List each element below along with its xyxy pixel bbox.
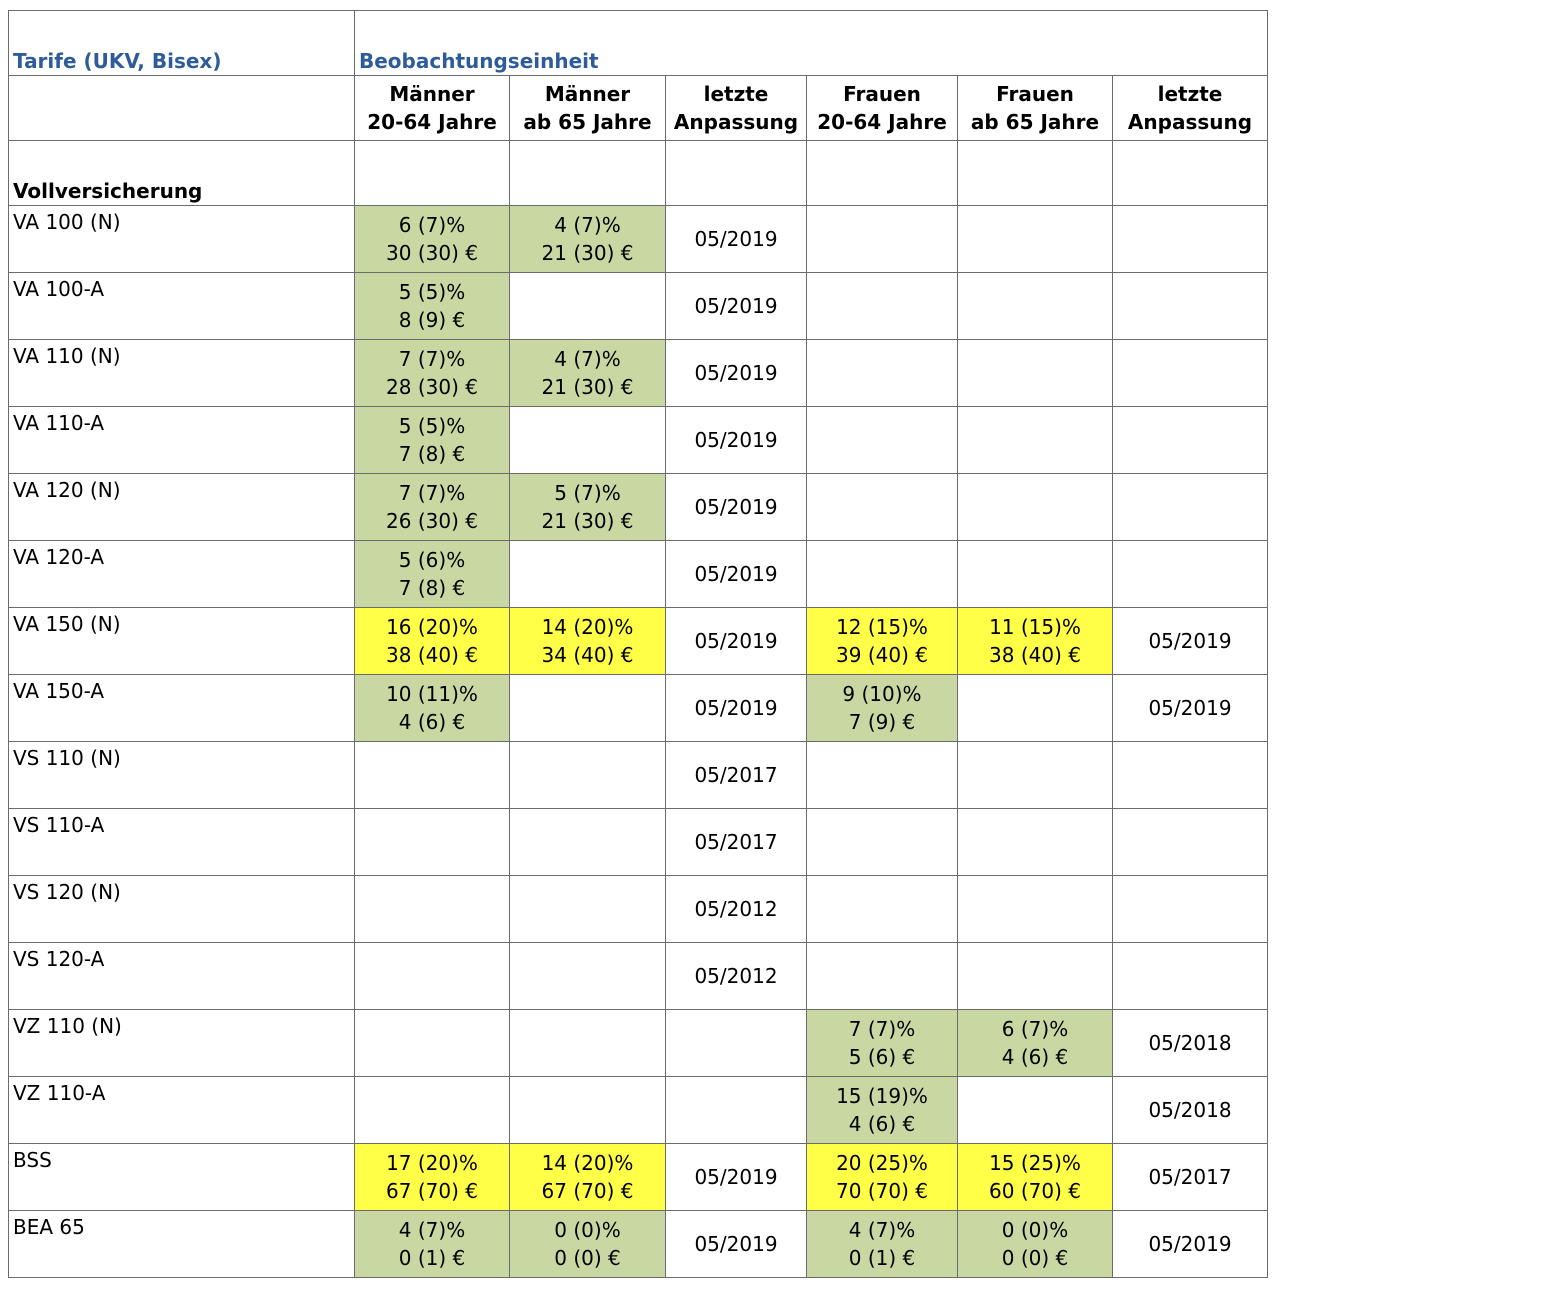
cell-value-secondary: 7 (9) € bbox=[848, 710, 916, 734]
cell-value-primary: 0 (0)% bbox=[554, 1218, 621, 1242]
table-cell bbox=[355, 1077, 510, 1144]
column-header bbox=[958, 76, 1113, 141]
table-cell bbox=[666, 1077, 807, 1144]
table-cell bbox=[510, 608, 666, 675]
table-row bbox=[9, 742, 1268, 809]
cell-value-secondary: 38 (40) € bbox=[386, 643, 478, 667]
cell-value-primary: 05/2012 bbox=[694, 897, 778, 921]
table-cell bbox=[807, 675, 958, 742]
table-cell bbox=[958, 1010, 1113, 1077]
table-cell bbox=[958, 1211, 1113, 1278]
cell-value-secondary: 7 (8) € bbox=[398, 576, 466, 600]
cell-value-primary: 12 (15)% bbox=[836, 615, 928, 639]
table-row bbox=[9, 1010, 1268, 1077]
table-cell bbox=[355, 541, 510, 608]
table-cell bbox=[1113, 340, 1268, 407]
cell-value-secondary: 38 (40) € bbox=[989, 643, 1081, 667]
table-row bbox=[9, 474, 1268, 541]
table-row bbox=[9, 1077, 1268, 1144]
tariff-name: VS 120-A bbox=[9, 943, 355, 1010]
header-row bbox=[9, 11, 1268, 76]
section-row bbox=[9, 141, 1268, 206]
table-cell bbox=[355, 407, 510, 474]
cell-value-primary: 11 (15)% bbox=[989, 615, 1081, 639]
tariff-name: VS 110-A bbox=[9, 809, 355, 876]
table-cell bbox=[510, 675, 666, 742]
table-row bbox=[9, 273, 1268, 340]
table-cell bbox=[807, 608, 958, 675]
cell-value-primary: 05/2017 bbox=[694, 830, 778, 854]
cell-value-secondary: 67 (70) € bbox=[386, 1179, 478, 1203]
table-row bbox=[9, 1211, 1268, 1278]
table-cell bbox=[1113, 809, 1268, 876]
table-cell bbox=[807, 206, 958, 273]
table-cell bbox=[807, 809, 958, 876]
cell-value-secondary: 5 (6) € bbox=[848, 1045, 916, 1069]
cell-value-primary: 4 (7)% bbox=[554, 347, 621, 371]
cell-value-primary: 14 (20)% bbox=[541, 1151, 634, 1175]
cell-value-secondary: 34 (40) € bbox=[541, 643, 634, 667]
cell-value-primary: 05/2018 bbox=[1148, 1031, 1232, 1055]
table-row bbox=[9, 943, 1268, 1010]
tariffs-title: Tarife (UKV, Bisex) bbox=[9, 11, 355, 76]
cell-value-secondary: 67 (70) € bbox=[541, 1179, 634, 1203]
cell-value-primary: 6 (7)% bbox=[1001, 1017, 1069, 1041]
cell-value-primary: 05/2012 bbox=[694, 964, 778, 988]
table-cell bbox=[666, 1144, 807, 1211]
table-cell bbox=[1113, 608, 1268, 675]
cell-value-primary: 4 (7)% bbox=[554, 213, 621, 237]
table-cell bbox=[1113, 876, 1268, 943]
cell-value-primary: 5 (5)% bbox=[398, 280, 466, 304]
table-cell bbox=[1113, 474, 1268, 541]
table-row bbox=[9, 407, 1268, 474]
table-cell bbox=[958, 675, 1113, 742]
table-cell bbox=[807, 273, 958, 340]
table-cell bbox=[958, 1077, 1113, 1144]
cell-value-primary: 05/2019 bbox=[1148, 629, 1232, 653]
tariff-name: VA 100 (N) bbox=[9, 206, 355, 273]
table-cell bbox=[510, 742, 666, 809]
table-cell bbox=[666, 273, 807, 340]
cell-value-secondary: 30 (30) € bbox=[386, 241, 478, 265]
tariff-name: VA 120-A bbox=[9, 541, 355, 608]
table-cell bbox=[807, 340, 958, 407]
table-cell bbox=[355, 742, 510, 809]
table-cell bbox=[807, 1077, 958, 1144]
column-header bbox=[1113, 76, 1268, 141]
cell-value-primary: 7 (7)% bbox=[398, 481, 466, 505]
column-header bbox=[666, 76, 807, 141]
table-cell bbox=[355, 273, 510, 340]
cell-value-primary: 05/2018 bbox=[1148, 1098, 1232, 1122]
table-cell bbox=[958, 742, 1113, 809]
tariff-name: VA 150 (N) bbox=[9, 608, 355, 675]
tariff-name: VA 120 (N) bbox=[9, 474, 355, 541]
cell-value-primary: 20 (25)% bbox=[836, 1151, 928, 1175]
column-header bbox=[807, 76, 958, 141]
table-cell bbox=[510, 541, 666, 608]
table-cell bbox=[958, 809, 1113, 876]
cell-value-secondary: 0 (0) € bbox=[554, 1246, 621, 1270]
table-cell bbox=[355, 1144, 510, 1211]
table-cell bbox=[510, 407, 666, 474]
table-cell bbox=[1113, 1211, 1268, 1278]
cell-value-primary: 17 (20)% bbox=[386, 1151, 478, 1175]
tariff-table bbox=[8, 10, 1268, 1278]
cell-value-secondary: 26 (30) € bbox=[386, 509, 478, 533]
table-cell bbox=[958, 407, 1113, 474]
column-header bbox=[510, 76, 666, 141]
cell-value-primary: 15 (25)% bbox=[989, 1151, 1081, 1175]
cell-value-primary: 05/2019 bbox=[694, 428, 778, 452]
cell-value-secondary: 39 (40) € bbox=[836, 643, 928, 667]
table-cell bbox=[666, 206, 807, 273]
cell-value-primary: 05/2017 bbox=[1148, 1165, 1232, 1189]
column-header-line2: Anpassung bbox=[1127, 110, 1253, 134]
table-cell bbox=[958, 474, 1113, 541]
cell-value-secondary: 21 (30) € bbox=[541, 509, 634, 533]
table-cell bbox=[355, 1211, 510, 1278]
table-cell bbox=[807, 541, 958, 608]
table-cell bbox=[666, 340, 807, 407]
table-cell bbox=[666, 675, 807, 742]
cell-value-primary: 9 (10)% bbox=[842, 682, 922, 706]
cell-value-secondary: 8 (9) € bbox=[398, 308, 466, 332]
table-cell bbox=[666, 876, 807, 943]
cell-value-primary: 0 (0)% bbox=[1001, 1218, 1069, 1242]
table-cell bbox=[807, 1211, 958, 1278]
table-cell bbox=[510, 876, 666, 943]
cell-value-primary: 05/2019 bbox=[1148, 696, 1232, 720]
column-header-line1: Männer bbox=[544, 82, 631, 106]
cell-value-secondary: 0 (1) € bbox=[848, 1246, 916, 1270]
table-cell bbox=[666, 1010, 807, 1077]
table-cell bbox=[807, 876, 958, 943]
table-cell bbox=[355, 675, 510, 742]
table-cell bbox=[1113, 1010, 1268, 1077]
table-cell bbox=[510, 474, 666, 541]
cell-value-primary: 05/2019 bbox=[1148, 1232, 1232, 1256]
tariff-name: VA 110-A bbox=[9, 407, 355, 474]
table-cell bbox=[510, 340, 666, 407]
table-cell bbox=[666, 943, 807, 1010]
cell-value-secondary: 21 (30) € bbox=[541, 241, 634, 265]
table-row bbox=[9, 1144, 1268, 1211]
table-cell bbox=[958, 273, 1113, 340]
table-cell bbox=[1113, 273, 1268, 340]
cell-value-secondary: 70 (70) € bbox=[836, 1179, 928, 1203]
table-cell bbox=[510, 206, 666, 273]
table-cell bbox=[1113, 742, 1268, 809]
column-header-empty bbox=[9, 76, 355, 141]
cell-value-secondary: 4 (6) € bbox=[398, 710, 466, 734]
table-cell bbox=[355, 943, 510, 1010]
table-cell bbox=[510, 1077, 666, 1144]
table-cell bbox=[958, 340, 1113, 407]
table-row bbox=[9, 541, 1268, 608]
table-cell bbox=[510, 1144, 666, 1211]
table-cell bbox=[958, 206, 1113, 273]
table-cell bbox=[1113, 675, 1268, 742]
cell-value-primary: 14 (20)% bbox=[541, 615, 634, 639]
column-header-line1: Frauen bbox=[996, 82, 1074, 106]
table-row bbox=[9, 206, 1268, 273]
cell-value-secondary: 0 (1) € bbox=[398, 1246, 466, 1270]
column-header-line1: Frauen bbox=[843, 82, 921, 106]
cell-value-primary: 05/2019 bbox=[694, 1232, 778, 1256]
column-header bbox=[355, 76, 510, 141]
column-header-line2: ab 65 Jahre bbox=[970, 110, 1100, 134]
table-cell bbox=[666, 608, 807, 675]
table-cell bbox=[807, 742, 958, 809]
cell-value-secondary: 4 (6) € bbox=[848, 1112, 916, 1136]
cell-value-primary: 6 (7)% bbox=[398, 213, 466, 237]
table-cell bbox=[1113, 1144, 1268, 1211]
tariff-name: VA 150-A bbox=[9, 675, 355, 742]
cell-value-primary: 05/2019 bbox=[694, 361, 778, 385]
tariff-name: BSS bbox=[9, 1144, 355, 1211]
table-row bbox=[9, 809, 1268, 876]
table-cell bbox=[807, 474, 958, 541]
table-cell bbox=[355, 474, 510, 541]
table-cell bbox=[958, 608, 1113, 675]
cell-value-primary: 05/2019 bbox=[694, 294, 778, 318]
table-row bbox=[9, 876, 1268, 943]
column-header-row bbox=[9, 76, 1268, 141]
table-cell bbox=[1113, 943, 1268, 1010]
cell-value-primary: 7 (7)% bbox=[398, 347, 466, 371]
tariff-name: BEA 65 bbox=[9, 1211, 355, 1278]
table-cell bbox=[355, 608, 510, 675]
column-header-line1: letzte bbox=[1157, 82, 1223, 106]
table-cell bbox=[510, 809, 666, 876]
table-cell bbox=[958, 541, 1113, 608]
cell-value-primary: 05/2019 bbox=[694, 696, 778, 720]
table-cell bbox=[1113, 206, 1268, 273]
table-cell bbox=[666, 742, 807, 809]
table-cell bbox=[510, 1211, 666, 1278]
cell-value-primary: 5 (5)% bbox=[398, 414, 466, 438]
table-cell bbox=[510, 273, 666, 340]
tariff-name: VA 100-A bbox=[9, 273, 355, 340]
table-cell bbox=[355, 876, 510, 943]
cell-value-primary: 05/2017 bbox=[694, 763, 778, 787]
cell-value-primary: 4 (7)% bbox=[398, 1218, 466, 1242]
table-cell bbox=[958, 876, 1113, 943]
table-row bbox=[9, 675, 1268, 742]
observation-unit-title: Beobachtungseinheit bbox=[355, 11, 1268, 76]
column-header-line1: letzte bbox=[703, 82, 769, 106]
cell-value-secondary: 21 (30) € bbox=[541, 375, 634, 399]
table-cell bbox=[1113, 541, 1268, 608]
table-cell bbox=[807, 407, 958, 474]
cell-value-primary: 05/2019 bbox=[694, 495, 778, 519]
cell-value-secondary: 0 (0) € bbox=[1001, 1246, 1069, 1270]
table-cell bbox=[958, 1144, 1113, 1211]
table-cell bbox=[807, 1144, 958, 1211]
column-header-line2: ab 65 Jahre bbox=[523, 110, 652, 134]
cell-value-primary: 7 (7)% bbox=[848, 1017, 916, 1041]
table-cell bbox=[666, 541, 807, 608]
table-cell bbox=[355, 340, 510, 407]
cell-value-secondary: 60 (70) € bbox=[989, 1179, 1081, 1203]
column-header-line2: 20-64 Jahre bbox=[367, 110, 497, 134]
table-cell bbox=[958, 943, 1113, 1010]
table-cell bbox=[355, 206, 510, 273]
table-cell bbox=[1113, 407, 1268, 474]
cell-value-primary: 05/2019 bbox=[694, 1165, 778, 1189]
table-row bbox=[9, 340, 1268, 407]
cell-value-primary: 5 (7)% bbox=[554, 481, 621, 505]
cell-value-primary: 15 (19)% bbox=[836, 1084, 928, 1108]
tariff-name: VZ 110 (N) bbox=[9, 1010, 355, 1077]
table-cell bbox=[666, 1211, 807, 1278]
table-cell bbox=[510, 943, 666, 1010]
cell-value-secondary: 4 (6) € bbox=[1001, 1045, 1069, 1069]
cell-value-primary: 05/2019 bbox=[694, 629, 778, 653]
tariff-name: VS 120 (N) bbox=[9, 876, 355, 943]
column-header-line2: Anpassung bbox=[673, 110, 799, 134]
table-cell bbox=[807, 1010, 958, 1077]
cell-value-secondary: 28 (30) € bbox=[386, 375, 478, 399]
tariff-name: VZ 110-A bbox=[9, 1077, 355, 1144]
table-cell bbox=[355, 1010, 510, 1077]
tariff-name: VS 110 (N) bbox=[9, 742, 355, 809]
table-cell bbox=[355, 809, 510, 876]
cell-value-secondary: 7 (8) € bbox=[398, 442, 466, 466]
table-cell bbox=[510, 1010, 666, 1077]
cell-value-primary: 05/2019 bbox=[694, 227, 778, 251]
table-cell bbox=[666, 809, 807, 876]
cell-value-primary: 16 (20)% bbox=[386, 615, 478, 639]
cell-value-primary: 10 (11)% bbox=[386, 682, 478, 706]
table-row bbox=[9, 608, 1268, 675]
column-header-line2: 20-64 Jahre bbox=[817, 110, 947, 134]
table-cell bbox=[666, 474, 807, 541]
table-cell bbox=[807, 943, 958, 1010]
column-header-line1: Männer bbox=[389, 82, 475, 106]
section-label: Vollversicherung bbox=[9, 141, 355, 206]
table-cell bbox=[1113, 1077, 1268, 1144]
tariff-name: VA 110 (N) bbox=[9, 340, 355, 407]
cell-value-primary: 05/2019 bbox=[694, 562, 778, 586]
table-cell bbox=[666, 407, 807, 474]
cell-value-primary: 4 (7)% bbox=[848, 1218, 916, 1242]
cell-value-primary: 5 (6)% bbox=[398, 548, 466, 572]
